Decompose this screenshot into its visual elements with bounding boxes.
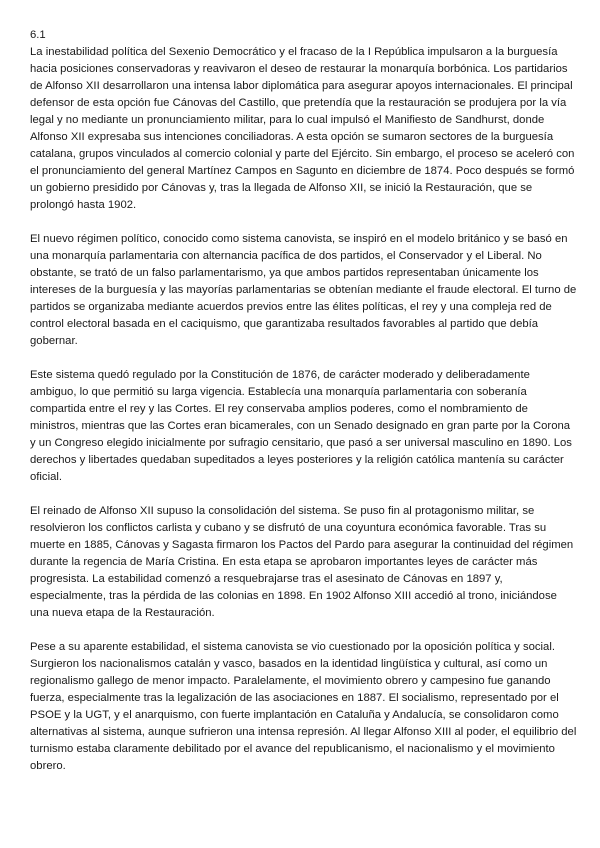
paragraph-5: Pese a su aparente estabilidad, el sistema canovista se vio cuestionado por la oposición política y social. Surgieron los nacionalismos catalán y vasco, basados en la identidad lingüística y cultural, así como un regionalismo gallego de menor impacto. Paralelamente, el movimiento obrero y campesino fue ganando fuerza, especialmente tras la legalización de las asociaciones en 1887. El socialismo, representado por el PSOE y la UGT, y el anarquismo, con fuerte implantación en Cataluña y Andalucía, se consolidaron como alternativas al sistema, aunque sufrieron una intensa represión. Al llegar Alfonso XIII al poder, el equilibrio del turnismo estaba claramente debilitado por el avance del republicanismo, el nacionalismo y el movimiento obrero. [30, 641, 577, 772]
document-body [30, 27, 578, 792]
paragraph-3: Este sistema quedó regulado por la Constitución de 1876, de carácter moderado y deliberadamente ambiguo, lo que permitió su larga vigencia. Establecía una monarquía parlamentaria con soberanía compartida entre el rey y las Cortes. El rey conservaba amplios poderes, como el nombramiento de ministros, mientras que las Cortes eran bicamerales, con un Senado designado en gran parte por la Corona y un Congreso elegido inicialmente por sufragio censitario, que pasó a ser universal masculino en 1890. Los derechos y libertades quedaban supeditados a leyes posteriores y la religión católica mantenía su carácter oficial. [30, 369, 572, 483]
section-heading: 6.1 [30, 29, 46, 41]
paragraph-1: La inestabilidad política del Sexenio Democrático y el fracaso de la I República impulsaron a la burguesía hacia posiciones conservadoras y reavivaron el deseo de restaurar la monarquía borbónica. Los partidarios de Alfonso XII desarrollaron una intensa labor diplomática para asegurar apoyos internacionales. El principal defensor de esta opción fue Cánovas del Castillo, que pretendía que la restauración se produjera por la vía legal y no mediante un pronunciamiento militar, para lo cual impulsó el Manifiesto de Sandhurst, donde Alfonso XII expresaba sus intenciones conciliadoras. A esta opción se sumaron sectores de la burguesía catalana, grupos vinculados al comercio colonial y parte del Ejército. Sin embargo, el proceso se aceleró con el pronunciamiento del general Martínez Campos en Sagunto en diciembre de 1874. Poco después se formó un gobierno presidido por Cánovas y, tras la llegada de Alfonso XII, se inició la Restauración, que se prolongó hasta 1902. [30, 46, 575, 211]
paragraph-2: El nuevo régimen político, conocido como sistema canovista, se inspiró en el modelo británico y se basó en una monarquía parlamentaria con alternancia pacífica de dos partidos, el Conservador y el Liberal. No obstante, se trató de un falso parlamentarismo, ya que ambos partidos representaban únicamente los intereses de la burguesía y las mayorías parlamentarias se obtenían mediante el fraude electoral. El turno de partidos se organizaba mediante acuerdos previos entre las élites políticas, el rey y una compleja red de control electoral basada en el caciquismo, que garantizaba resultados favorables al partido que debía gobernar. [30, 233, 577, 347]
paragraph-4: El reinado de Alfonso XII supuso la consolidación del sistema. Se puso fin al protagonismo militar, se resolvieron los conflictos carlista y cubano y se disfrutó de una coyuntura económica favorable. Tras su muerte en 1885, Cánovas y Sagasta firmaron los Pactos del Pardo para asegurar la continuidad del régimen durante la regencia de María Cristina. En esta etapa se aprobaron importantes leyes de carácter más progresista. La estabilidad comenzó a resquebrajarse tras el asesinato de Cánovas en 1897 y, especialmente, tras la pérdida de las colonias en 1898. En 1902 Alfonso XIII accedió al trono, iniciándose una nueva etapa de la Restauración. [30, 505, 574, 619]
